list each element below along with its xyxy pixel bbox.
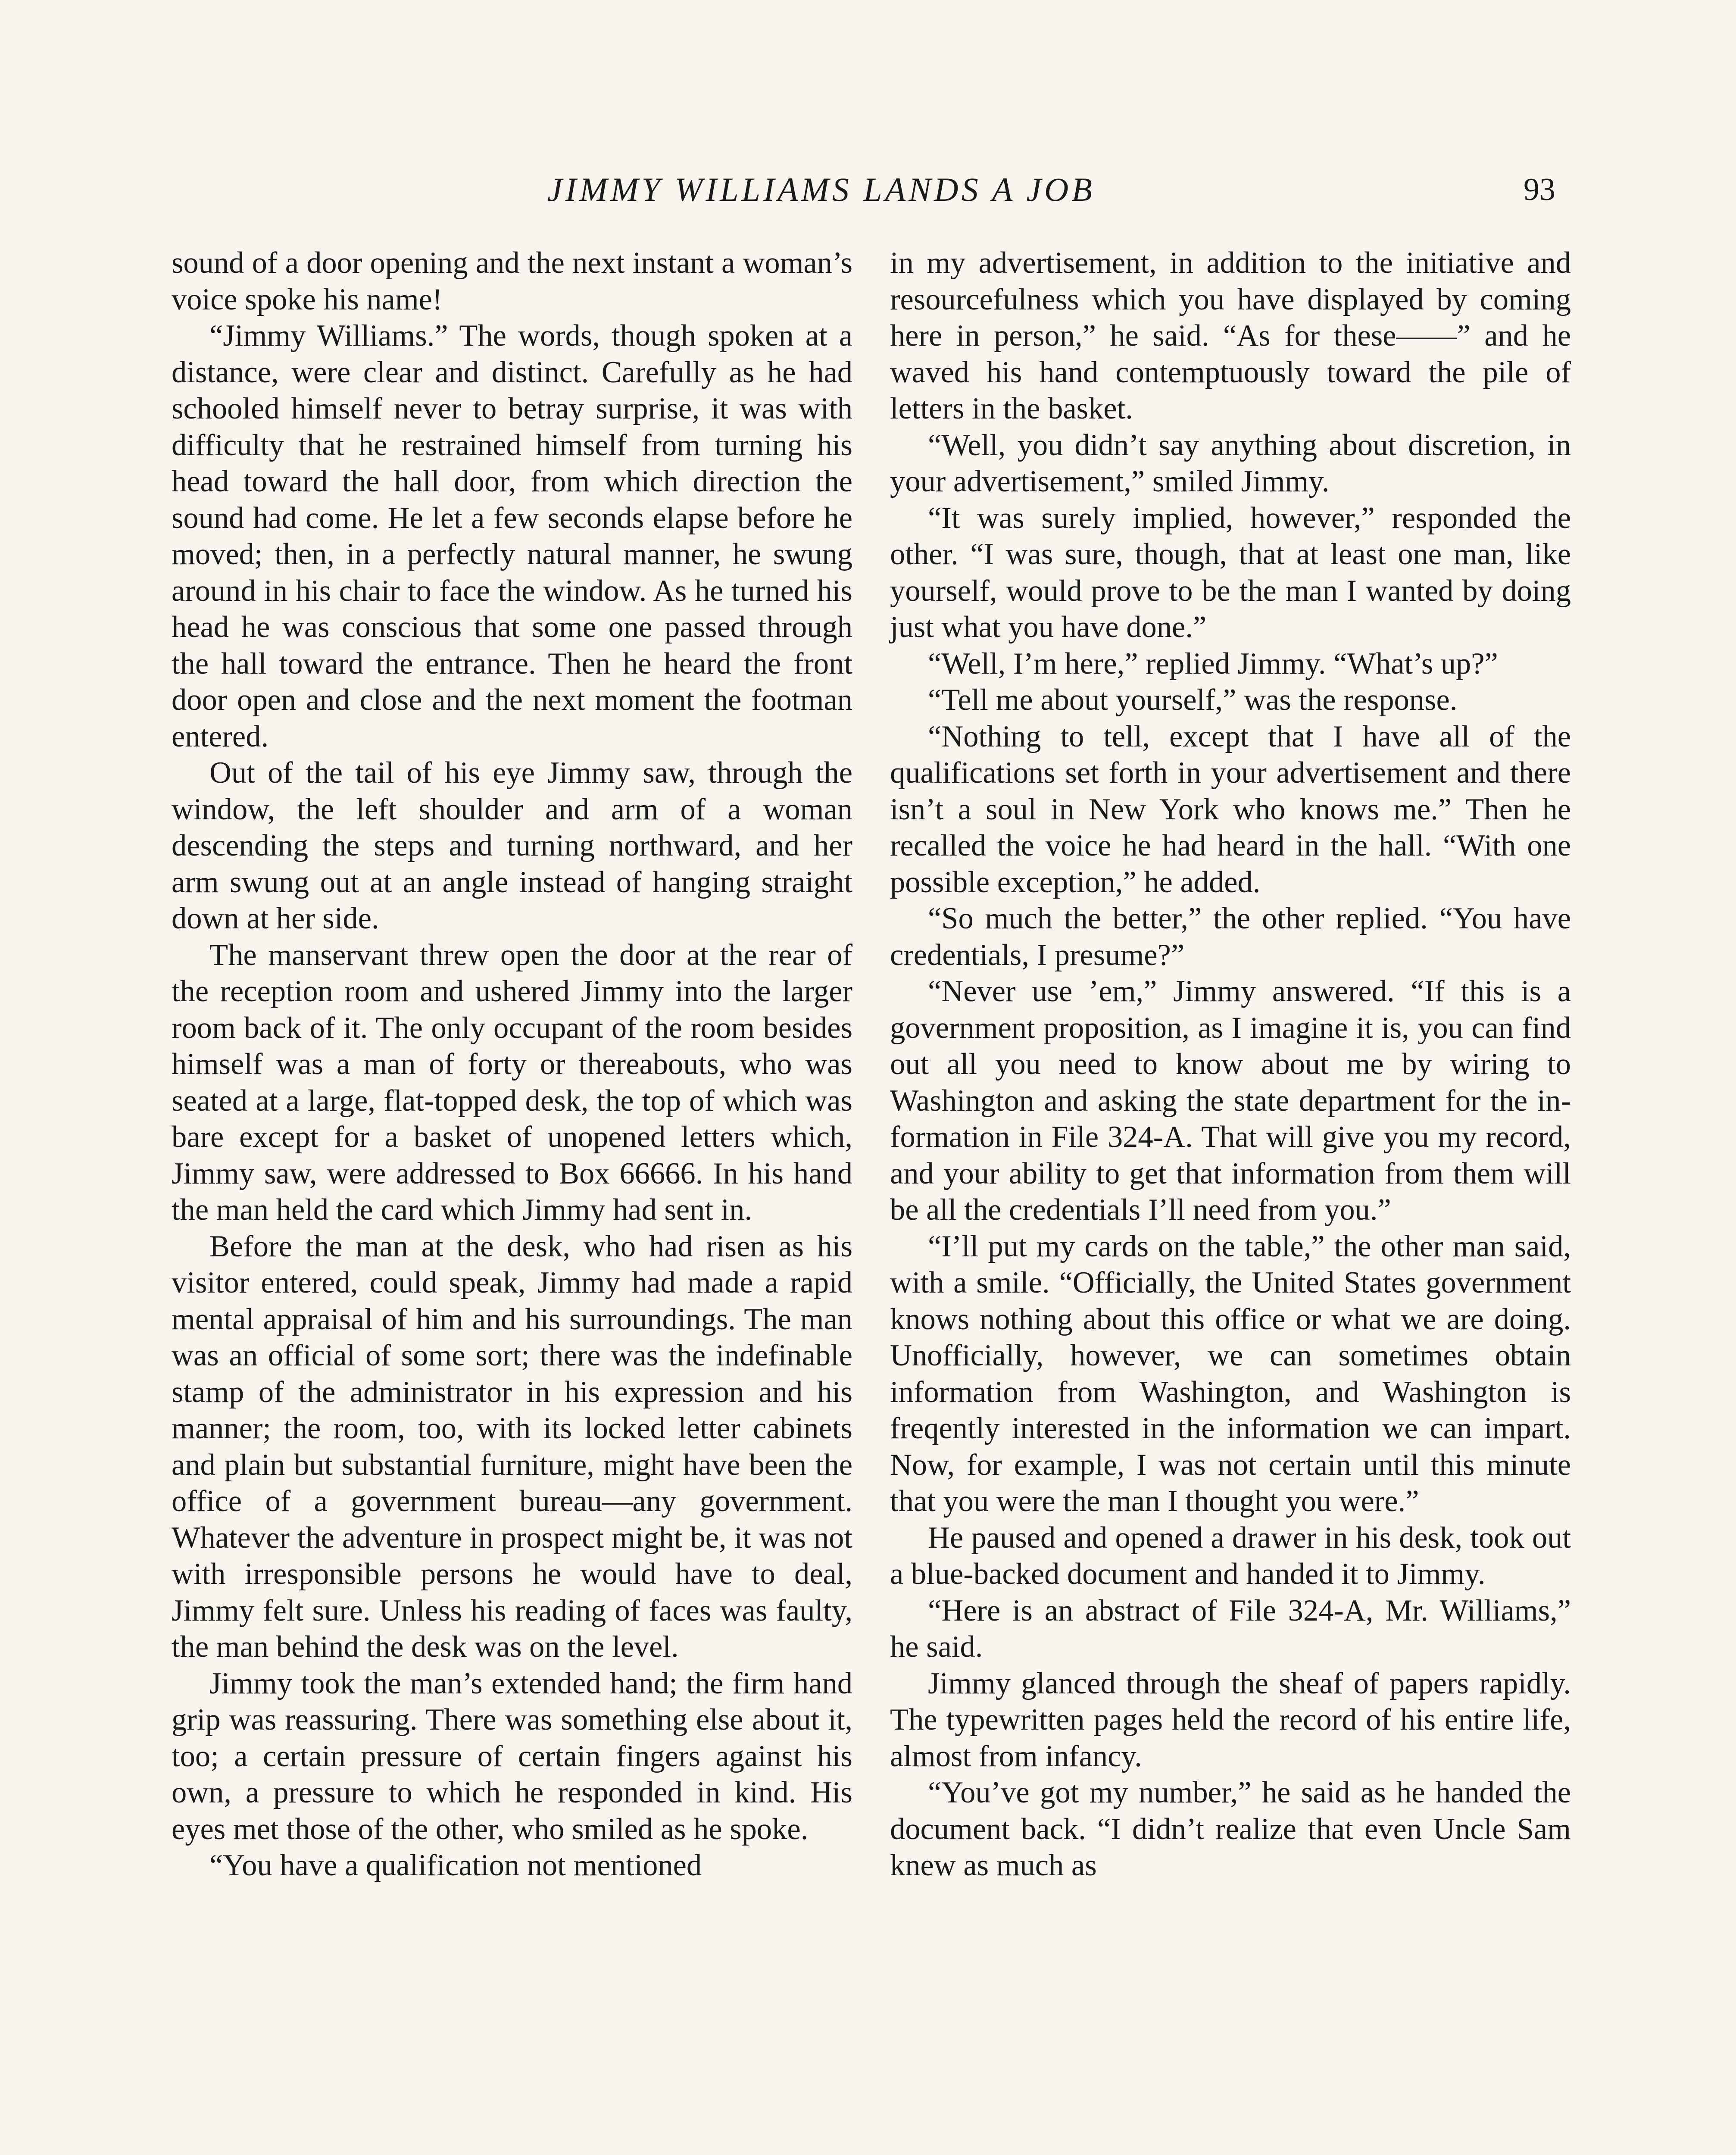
running-title: JIMMY WILLIAMS LANDS A JOB	[547, 171, 1096, 208]
paragraph: He paused and opened a drawer in his desk, took out a blue-backed document and handed it to Jimmy.	[890, 1521, 1571, 1591]
paragraph: “Never use ’em,” Jimmy answered. “If this is a government proposition, as I imagine it is, you can find out all you need to know about me by wiring to Washington and asking the state department for the information in File 324-A. That will give you my record, and your ability to get that information from them will be all the credentials I’ll need from you.”	[890, 974, 1571, 1227]
paragraph: “You have a qualification not mentioned	[209, 1849, 702, 1882]
paragraph: “You’ve got my number,” he said as he handed the document back. “I didn’t realize that even Uncle Sam knew as much as	[890, 1776, 1571, 1882]
paragraph: “So much the better,” the other replied. “You have credentials, I presume?”	[890, 902, 1571, 972]
paragraph: “Well, I’m here,” replied Jimmy. “What’s up?”	[928, 646, 1498, 681]
paragraph: sound of a door opening and the next instant a woman’s voice spoke his name!	[172, 246, 852, 316]
paragraph: “Jimmy Williams.” The words, though spoken at a distance, were clear and distinct. Carefully as he had schooled himself never to betray surprise, it was with difficulty that he restrained himself from turning his head toward the hall door, from which direction the sound had come. He let a few seconds elapse before he moved; then, in a perfectly natural manner, he swung around in his chair to face the window. As he turned his head he was conscious that some one passed through the hall toward the entrance. Then he heard the front door open and close and the next moment the footman entered.	[172, 319, 852, 753]
paragraph: Before the man at the desk, who had risen as his visitor entered, could speak, Jimmy had made a rapid mental appraisal of him and his surroundings. The man was an official of some sort; there was the indefinable stamp of the administrator in his expression and his manner; the room, too, with its locked letter cabinets and plain but substantial furniture, might have been the office of a government bureau—any government. Whatever the adventure in prospect might be, it was not with irresponsible persons he would have to deal, Jimmy felt sure. Unless his reading of faces was faulty, the man behind the desk was on the level.	[172, 1229, 852, 1664]
left-column	[172, 245, 852, 1884]
paragraph: “It was surely implied, however,” responded the other. “I was sure, though, that at least one man, like yourself, would prove to be the man I wanted by doing just what you have done.”	[890, 501, 1571, 644]
paragraph: in my advertisement, in addition to the initiative and resourcefulness which you have displayed by coming here in person,” he said. “As for these——” and he waved his hand contemptuously toward the pile of letters in the basket.	[890, 246, 1571, 425]
paragraph: “Well, you didn’t say anything about discretion, in your advertisement,” smiled Jimmy.	[890, 428, 1571, 498]
paragraph: Out of the tail of his eye Jimmy saw, through the window, the left shoulder and arm of a woman descending the steps and turning northward, and her arm swung out at an angle instead of hanging straight down at her side.	[172, 756, 852, 935]
paragraph: “Tell me about yourself,” was the response.	[928, 683, 1458, 717]
paragraph: The manservant threw open the door at the rear of the reception room and ushered Jimmy into the larger room back of it. The only occupant of the room besides himself was a man of forty or thereabouts, who was seated at a large, flat-topped desk, the top of which was bare except for a basket of unopened letters which, Jimmy saw, were addressed to Box 66666. In his hand the man held the card which Jimmy had sent in.	[172, 938, 852, 1227]
running-head	[0, 164, 1736, 216]
paragraph: Jimmy took the man’s extended hand; the firm hand grip was reassuring. There was something else about it, too; a certain pressure of certain fingers against his own, a pressure to which he responded in kind. His eyes met those of the other, who smiled as he spoke.	[172, 1666, 852, 1846]
paragraph: “I’ll put my cards on the table,” the other man said, with a smile. “Officially, the United States government knows nothing about this office or what we are doing. Unofficially, however, we can sometimes obtain information from Washington, and Washington is freqently interested in the information we can impart. Now, for example, I was not certain until this minute that you were the man I thought you were.”	[890, 1229, 1571, 1518]
page-number: 93	[1524, 172, 1555, 207]
paragraph: Jimmy glanced through the sheaf of papers rapidly. The typewritten pages held the record of his entire life, almost from infancy.	[890, 1666, 1571, 1773]
paragraph: “Here is an abstract of File 324-A, Mr. Williams,” he said.	[890, 1593, 1571, 1664]
paragraph: “Nothing to tell, except that I have all of the qualifications set forth in your advertisement and there isn’t a soul in New York who knows me.” Then he recalled the voice he had heard in the hall. “With one possible exception,” he added.	[890, 719, 1571, 899]
right-column	[890, 245, 1571, 1884]
